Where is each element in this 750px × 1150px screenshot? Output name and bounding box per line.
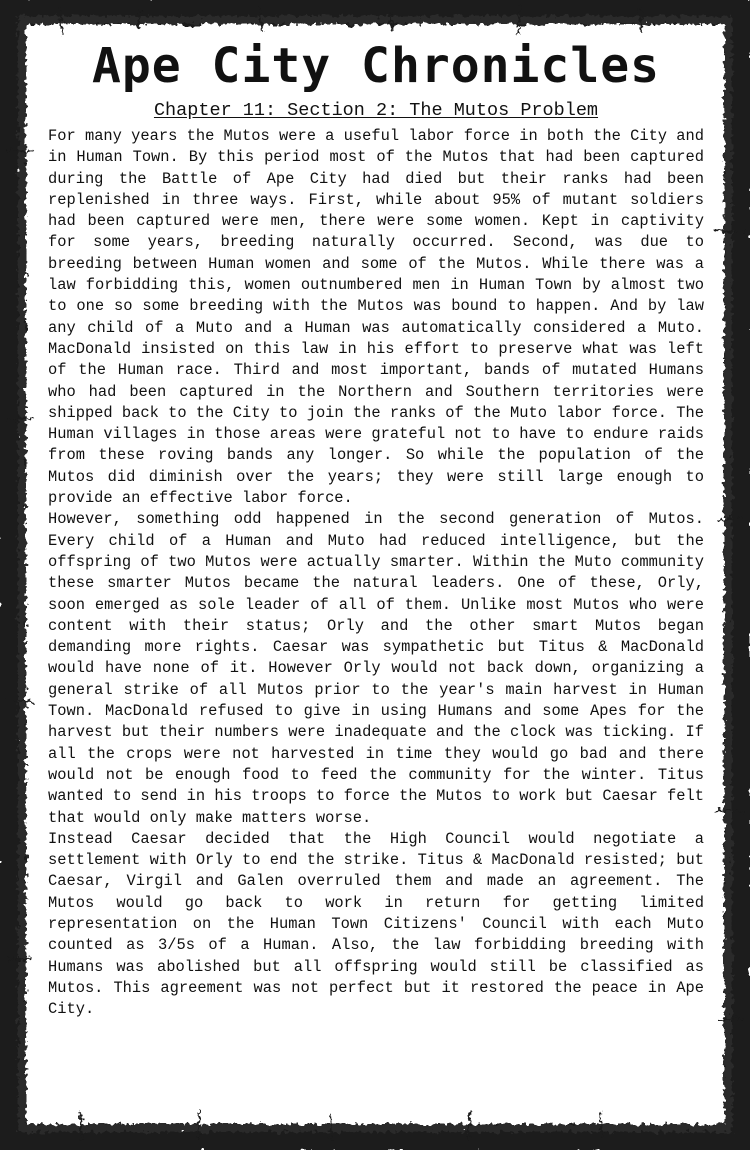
paragraph-2: However, something odd happened in the second generation of Mutos. Every child of a Human and Muto had reduced intelligence, but the offspring of two Mutos were actually smarter. Within the Muto community these smarter Mutos became the natural leaders. One of these, Orly, soon emerged as sole leader of all of them. Unlike most Mutos who were content with their status; Orly and the other smart Mutos began demanding more rights. Caesar was sympathetic but Titus & MacDonald would have none of it. However Orly would not back down, organizing a general strike of all Mutos prior to the year's main harvest in Human Town. MacDonald refused to give in using Humans and some Apes for the harvest but their numbers were inadequate and the clock was ticking. If all the crops were not harvested in time they would go bad and there would not be enough food to feed the community for the winter. Titus wanted to send in his troops to force the Mutos to work but Caesar felt that would only make matters worse. [48, 510, 704, 827]
paragraph-3: Instead Caesar decided that the High Council would negotiate a settlement with Orly to end the strike. Titus & MacDonald resisted; but Caesar, Virgil and Galen overruled them and made an agreement. The Mutos would go back to work in return for getting limited representation on the Human Town Citizens' Council with each Muto counted as 3/5s of a Human. Also, the law forbidding breeding with Humans was abolished but all offspring would still be classified as Mutos. This agreement was not perfect but it restored the peace in Ape City. [48, 829, 704, 1019]
page-title: Ape City Chronicles [91, 38, 661, 94]
paper [48, 30, 704, 1110]
chapter-heading: Chapter 11: Section 2: The Mutos Problem [153, 100, 599, 121]
paragraph-1: For many years the Mutos were a useful labor force in both the City and in Human Town. By this period most of the Mutos that had been captured during the Battle of Ape City had died but their ranks had been replenished in three ways. First, while about 95% of mutant soldiers had been captured were men, there were some women. Kept in captivity for some years, breeding naturally occurred. Second, was due to breeding between Human women and some of the Mutos. While there was a law forbidding this, women outnumbered men in Human Town by almost two to one so some breeding with the Mutos was bound to happen. And by law any child of a Muto and a Human was automatically considered a Muto. MacDonald insisted on this law in his effort to preserve what was left of the Human race. Third and most important, bands of mutated Humans who had been captured in the Northern and Southern territories were shipped back to the City to join the ranks of the Muto labor force. The Human villages in those areas were grateful not to have to endure raids from these roving bands any longer. So while the population of the Mutos did diminish over the years; they were still large enough to provide an effective labor force. [48, 127, 704, 508]
